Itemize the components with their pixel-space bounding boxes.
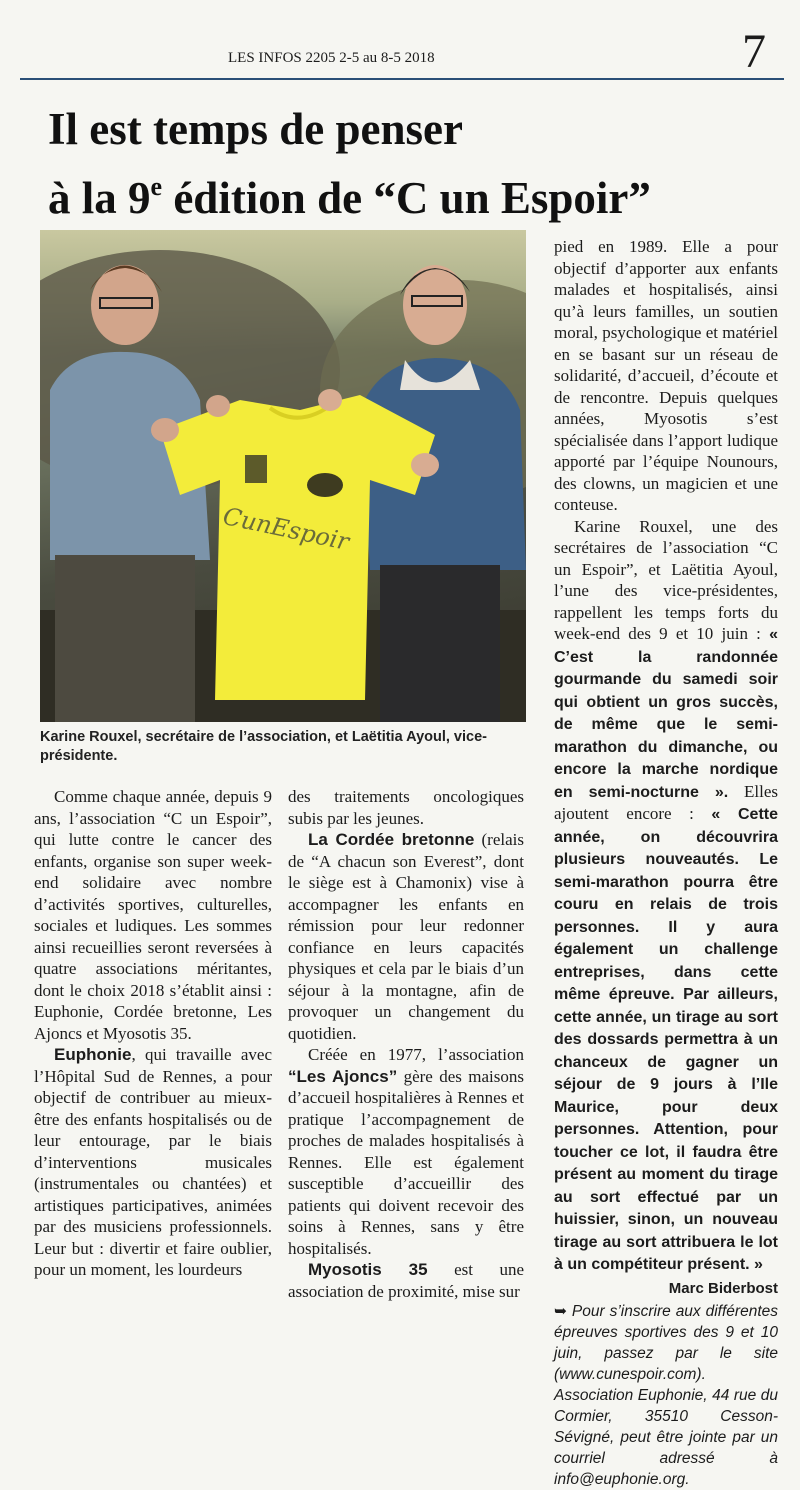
info-box bbox=[554, 1301, 778, 1490]
header-rule bbox=[20, 78, 784, 80]
quote-2: « Cette année, on découvrira plusieurs nouveautés. Le semi-marathon pourra être couru en relais de trois personnes. Il y aura également un challenge entreprises, dans cette même épreuve. Par ailleurs, cette année, un tirage au sort des dossards permettra à un chanceux de gagner un séjour de 9 jours à l’Ile Maurice, pour deux personnes. Attention, pour toucher ce lot, il faudra être présent au moment du tirage au sort effectué par un huissier, sinon, un nouveau tirage au sort attribuera le lot à un compétiteur présent. » bbox=[554, 806, 779, 1273]
lead-euphonie: Euphonie bbox=[54, 1045, 132, 1064]
lead-ajoncs: “Les Ajoncs” bbox=[288, 1066, 398, 1086]
headline-line-2 bbox=[48, 158, 768, 227]
text-cordee: (relais de “A chacun son Everest”, dont le siège est à Chamonix) vise à accompagner les enfants en rémission pour leur redonner confiance en leurs capacités physiques et cela par le biais d’un séjour à la montagne, afin de provoquer un changement du quotidien. bbox=[288, 830, 524, 1043]
quote-1: « C’est la randonnée gourmande du samedi soir qui obtient un gros succès, de même que le semi-marathon du dimanche, ou encore la marche nordique en semi-nocturne ». bbox=[554, 626, 778, 801]
text-quotes-a: Karine Rouxel, une des secrétaires de l’association “C un Espoir”, et Laëtitia Ayoul, l’une des vice-présidentes, rappellent les temps forts du week-end des 9 et 10 juin : bbox=[554, 516, 778, 643]
lead-cordee: La Cordée bretonne bbox=[308, 830, 475, 849]
headline-line-1: Il est temps de penser bbox=[48, 104, 463, 154]
text-quotes-b: Elles ajoutent encore : bbox=[554, 781, 778, 823]
paragraph-cordee bbox=[288, 829, 524, 1044]
column-2 bbox=[288, 786, 524, 1302]
column-3 bbox=[554, 236, 778, 1490]
headline-text-b: édition de “C un Espoir” bbox=[162, 173, 651, 223]
paragraph-myosotis-continued: pied en 1989. Elle a pour objectif d’apporter aux enfants malades et hospitalisés, ainsi qu’à leurs familles, un soutien moral, psychologique et matériel en se basant sur un réseau de solidarité, d’accueil, d’écoute et de rencontre. Depuis quelques années, Myosotis s’est spécialisée dans l’apport ludique apporté par l’équipe Nounours, des clowns, un magicien et une conteuse. bbox=[554, 237, 778, 514]
lead-myosotis: Myosotis 35 bbox=[308, 1260, 428, 1279]
headline-text-a: à la 9 bbox=[48, 173, 151, 223]
headline bbox=[48, 100, 768, 227]
text-ajoncs-a: Créée en 1977, l’association bbox=[308, 1045, 524, 1064]
paragraph-euphonie bbox=[34, 1044, 272, 1281]
text-ajoncs-b: gère des maisons d’accueil hospitalières à Rennes et pratique l’accompagnement de proches de malades hospitalisés à Rennes. Elle est également susceptible d’accueillir des patients qui doivent recevoir des soins à Rennes, sans y être hospitalisés. bbox=[288, 1066, 524, 1258]
paragraph-continued: des traitements oncologiques subis par les jeunes. bbox=[288, 787, 524, 828]
shirt-logo-text: CunEspoir bbox=[220, 501, 352, 557]
paragraph-myosotis bbox=[288, 1259, 524, 1302]
text-myosotis: est une association de proximité, mise sur bbox=[288, 1260, 524, 1301]
paragraph-intro: Comme chaque année, depuis 9 ans, l’association “C un Espoir”, qui lutte contre le cancer des enfants, organise son super week-end solidaire avec nombre d’activités sportives, culturelles, sociales et ludiques. Les sommes ainsi recueillies seront reversées à quatre associations méritantes, dont le choix 2018 s’établit ainsi : Euphonie, Cordée bretonne, Les Ajoncs et Myosotis 35. bbox=[34, 787, 272, 1043]
arrow-icon: ➥ bbox=[554, 1303, 567, 1320]
photo-illustration bbox=[40, 230, 526, 722]
text-euphonie: , qui travaille avec l’Hôpital Sud de Rennes, a pour objectif de contribuer au mieux-être des enfants hospitalisés ou de leur entourage, par le biais d’interventions musicales (instrumentales ou chantées) et artistiques participatives, animées par des musiciens professionnels. Leur but : divertir et faire oublier, pour un moment, les lourdeurs bbox=[34, 1045, 272, 1279]
author-byline: Marc Biderbost bbox=[668, 1279, 778, 1297]
column-1 bbox=[34, 786, 272, 1281]
paragraph-quotes bbox=[554, 516, 778, 1276]
headline-superscript: e bbox=[150, 172, 163, 201]
info-text: Pour s’inscrire aux différentes épreuves sportives des 9 et 10 juin, passez par le site (www.cunespoir.com). Association Euphonie, 44 rue du Cormier, 35510 Cesson-Sévigné, peut être jointe par un courriel adressé à info@euphonie.org. bbox=[554, 1303, 778, 1488]
article-photo bbox=[40, 230, 526, 722]
page-number: 7 bbox=[742, 25, 766, 78]
paragraph-ajoncs bbox=[288, 1044, 524, 1259]
photo-caption: Karine Rouxel, secrétaire de l’association, et Laëtitia Ayoul, vice-présidente. bbox=[40, 729, 487, 764]
issue-info: LES INFOS 2205 2-5 au 8-5 2018 bbox=[228, 50, 435, 66]
